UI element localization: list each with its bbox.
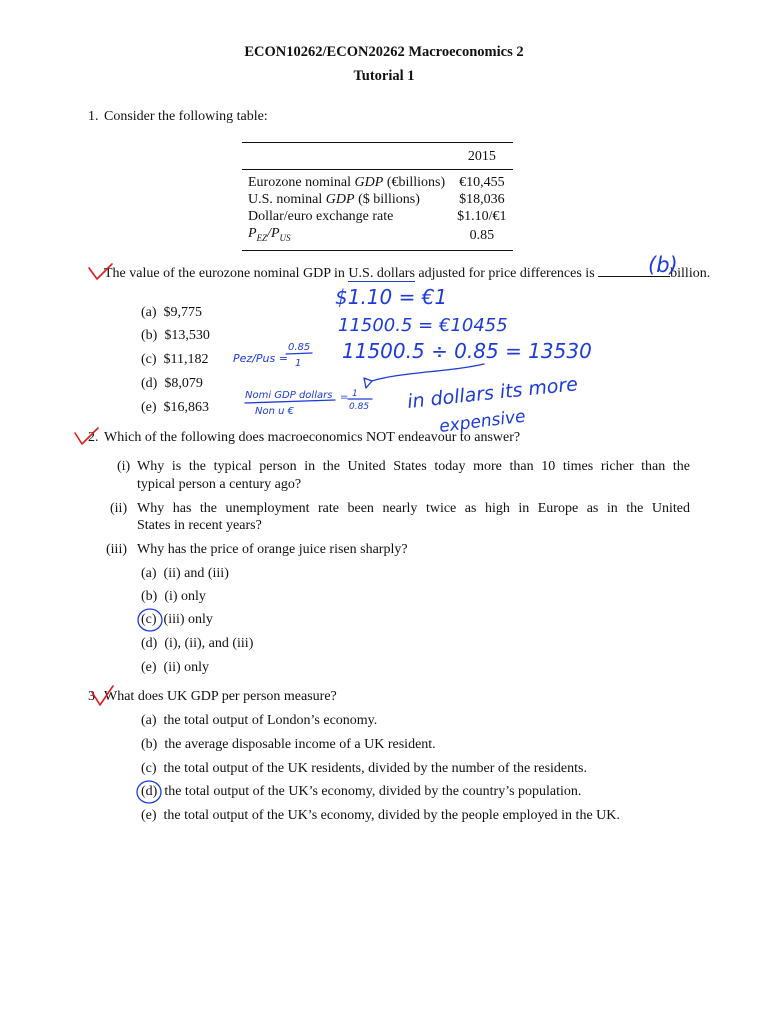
option-item[interactable]: (c) $11,182 [141,352,209,367]
circle-q3-d [137,781,161,803]
nomi-label-bottom: Non u € [255,406,294,417]
option-item[interactable]: (d) (i), (ii), and (iii) [141,636,254,651]
q2-item-line: Why is the typical person in the United States today more than 10 times richer than the [137,459,690,474]
table-row-label: U.S. nominal GDP ($ billions) [248,192,420,207]
usd-underline: U.S. dollars [348,266,415,281]
option-item[interactable]: (a) $9,775 [141,305,203,320]
check-mark-q1 [89,264,112,279]
q2-item-label: (i) [117,459,131,474]
calc-line-1: $1.10 = €1 [335,285,448,309]
check-mark-q3 [92,686,113,705]
q3-question: What does UK GDP per person measure? [104,689,337,704]
table-row-label: Eurozone nominal GDP (€billions) [248,175,446,190]
option-item[interactable]: (c) the total output of the UK residents, divided by the number of the residents. [141,761,587,776]
q2-item-label: (iii) [106,542,127,557]
q1-intro: Consider the following table: [104,109,268,124]
table-row-label: Dollar/euro exchange rate [248,209,394,224]
pez-frac-bar [286,353,312,354]
nomi-equals: = [340,392,349,403]
nomi-label-top: Nomi GDP dollars [245,390,333,401]
option-item[interactable]: (e) the total output of the UK’s economy, divided by the people employed in the UK. [141,808,620,823]
table-year-header: 2015 [451,143,512,170]
table-row-label: $P_{EZ}/P_{US}$ [242,225,451,250]
arrow-curve [372,364,484,381]
q1-number: 1. [88,109,99,124]
arrow-head-icon [364,378,372,388]
table-row-value: €10,455 [459,175,505,190]
q2-item-line: States in recent years? [137,518,262,533]
table-row-value: $18,036 [459,192,505,207]
q2-item-label: (ii) [110,501,128,516]
option-item[interactable]: (a) (ii) and (iii) [141,566,229,581]
answer-b-handwritten: (b) [648,253,678,277]
pez-frac-num: 0.85 [288,342,311,353]
option-item[interactable]: (d) the total output of the UK’s economy, divided by the country’s population. [141,784,582,799]
nomi-frac-num: 1 [352,389,358,399]
q2-question: Which of the following does macroeconomics NOT endeavour to answer? [104,430,521,445]
course-title: ECON10262/ECON20262 Macroeconomics 2 [244,44,524,60]
option-item[interactable]: (e) $16,863 [141,400,210,415]
q2-item-line: Why has the unemployment rate been nearly twice as high in Europe as in the United [137,501,690,516]
pez-frac-den: 1 [295,358,302,369]
table-row-value: $1.10/€1 [457,209,507,224]
pez-label: Pez/Pus = [233,352,288,365]
option-item[interactable]: (b) $13,530 [141,328,210,343]
note-line-2: expensive [438,406,527,437]
note-line-1: in dollars its more [406,373,579,413]
option-item[interactable]: (c) (iii) only [141,612,213,627]
option-item[interactable]: (e) (ii) only [141,660,210,675]
q2-item-line: typical person a century ago? [137,477,302,492]
table-row-value: 0.85 [451,225,512,250]
circle-q2-c [138,609,162,631]
q2-number: 2. [88,430,99,445]
check-mark-q2 [75,428,98,444]
tutorial-title: Tutorial 1 [353,68,415,84]
nomi-frac-den: 0.85 [349,402,370,412]
option-item[interactable]: (d) $8,079 [141,376,203,391]
calc-line-2: 11500.5 = €10455 [338,315,508,336]
q1-question: The value of the eurozone nominal GDP in U.S. dollars adjusted for price differences is billion. [104,266,711,281]
option-item[interactable]: (b) (i) only [141,589,206,604]
option-item[interactable]: (a) the total output of London’s economy. [141,713,378,728]
calc-line-3: 11500.5 ÷ 0.85 = 13530 [342,339,592,363]
q2-item-line: Why has the price of orange juice risen sharply? [137,542,408,557]
option-item[interactable]: (b) the average disposable income of a UK resident. [141,737,436,752]
q3-number: 3. [88,689,99,704]
